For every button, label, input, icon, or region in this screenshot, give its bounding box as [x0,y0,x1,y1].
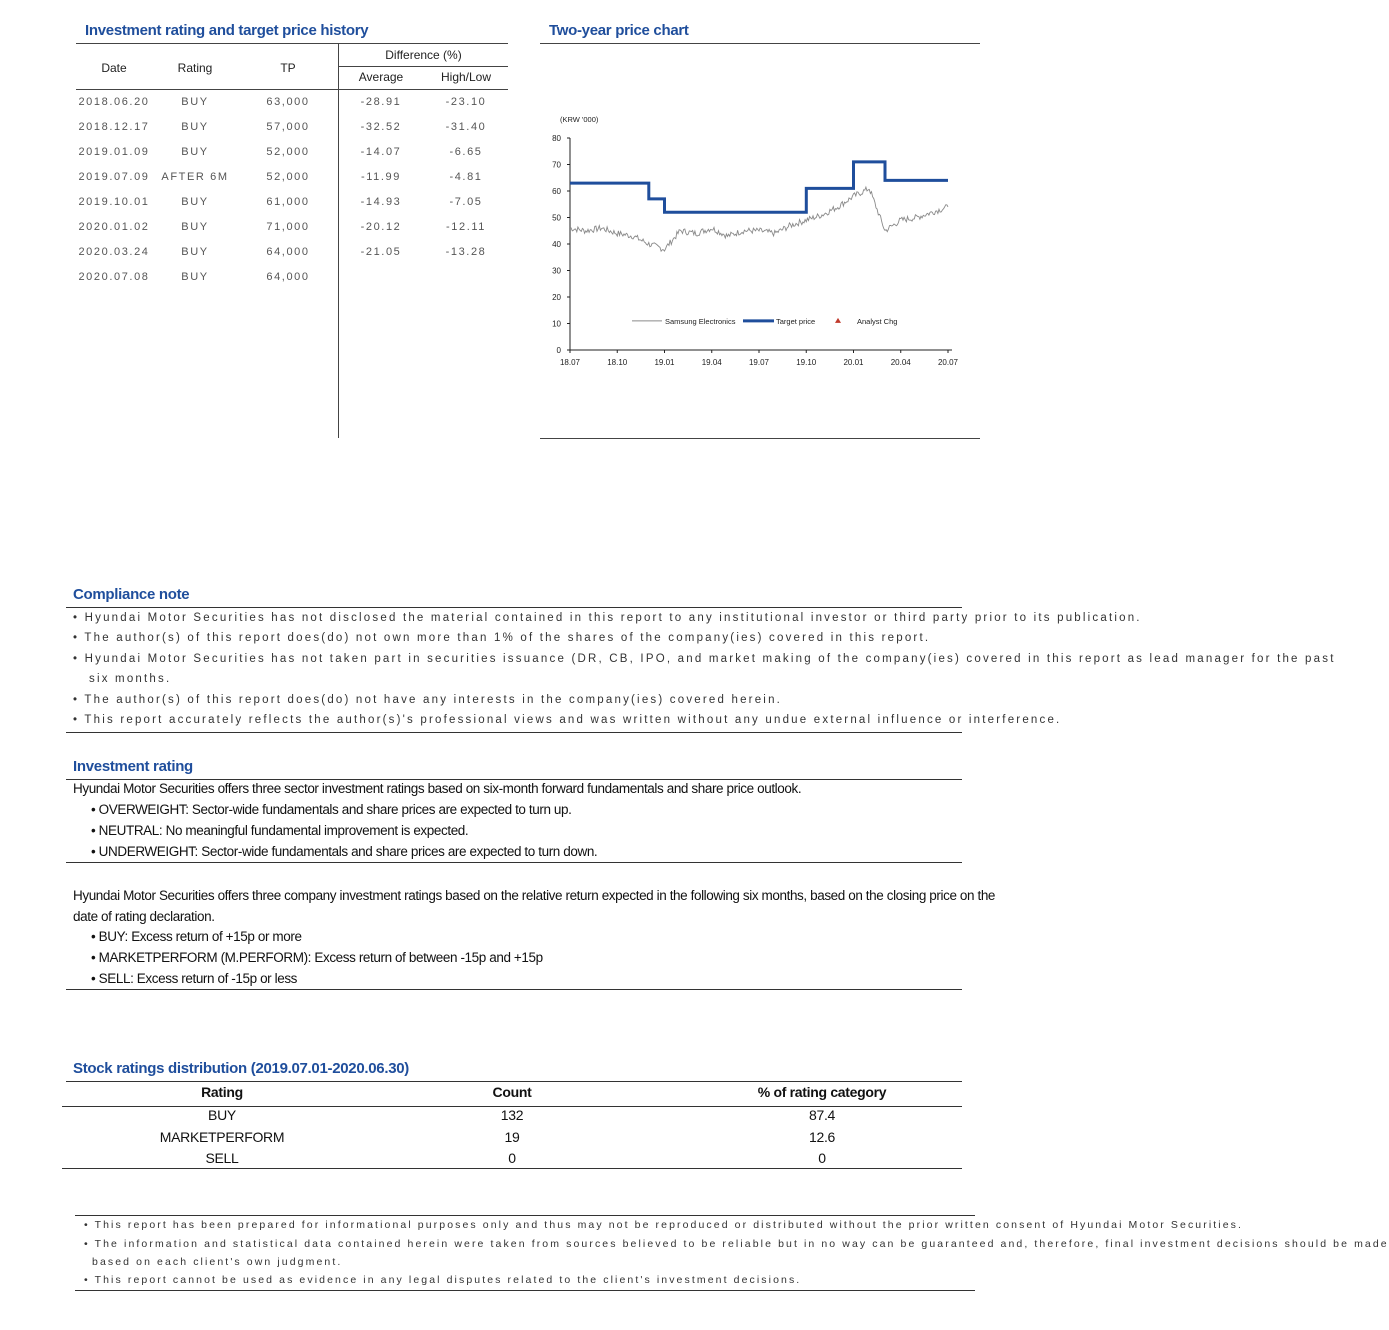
history-row [76,221,508,246]
history-title-rule [76,43,508,44]
y-tick-label: 40 [552,240,561,249]
history-title: Investment rating and target price history [85,22,369,39]
compliance-top-rule [66,607,962,608]
company-bottom-rule [66,989,962,990]
history-tp: 71,000 [266,221,310,233]
header-rule [76,89,508,90]
company-intro-2: date of rating declaration. [73,909,215,924]
target-price-line [570,162,948,212]
distribution-bottom-rule [62,1168,962,1169]
legend-analyst-label: Analyst Chg [857,316,898,326]
x-tick-label: 19.10 [796,358,817,367]
history-date: 2019.10.01 [78,196,150,208]
dist-percent: 12.6 [808,1128,836,1145]
history-highlow: -13.28 [445,246,487,258]
history-average: -32.52 [360,121,402,133]
y-tick-label: 30 [552,266,561,276]
y-tick-label: 60 [552,187,561,196]
history-rating: BUY [181,246,209,258]
history-row [76,121,508,146]
history-tp: 52,000 [266,171,310,183]
history-rating: BUY [181,221,209,233]
legend-target-label: Target price [776,316,816,326]
y-tick-label: 10 [552,319,561,329]
history-row [76,271,508,296]
history-rating: BUY [181,146,209,158]
history-rating: AFTER 6M [161,171,229,183]
footer-top-rule [75,1215,975,1216]
history-date: 2019.07.09 [78,171,150,183]
compliance-line-2: • The author(s) of this report does(do) not own more than 1% of the shares of the company(ies) covered in this report. [73,632,931,644]
history-rating: BUY [181,271,209,283]
chart-axes [552,134,958,367]
dist-count: 19 [504,1128,520,1145]
distribution-top-rule [66,1081,962,1082]
legend-analyst-icon [835,318,841,323]
dist-rating: MARKETPERFORM [159,1128,285,1145]
chart-series [570,162,948,251]
chart-unit-label: (KRW '000) [560,115,599,124]
price-chart [540,110,980,380]
x-tick-label: 18.07 [559,358,581,367]
company-marketperform: • MARKETPERFORM (M.PERFORM): Excess return of between -15p and +15p [91,950,543,965]
compliance-line-5: • This report accurately reflects the author(s)'s professional views and was written without any undue external influence or interference. [73,714,1062,726]
dist-header-percent: % of rating category [757,1084,887,1100]
x-tick-label: 19.04 [701,358,722,367]
price-line [570,187,948,251]
history-tp: 64,000 [266,246,310,258]
dist-percent: 87.4 [808,1107,836,1123]
col-difference: Difference (%) [385,48,462,62]
x-tick-label: 20.01 [843,358,864,367]
col-date: Date [101,61,127,75]
sector-underweight: • UNDERWEIGHT: Sector-wide fundamentals and share prices are expected to turn down. [91,844,598,859]
history-highlow: -23.10 [445,96,487,108]
dist-count: 132 [500,1107,524,1123]
col-highlow: High/Low [440,70,492,84]
history-row [76,171,508,196]
history-tp: 63,000 [266,96,310,108]
footer-line-2: • The information and statistical data contained herein were taken from sources believed to be reliable but in no way can be guaranteed and, therefore, final investment decisions should be made [84,1238,1389,1250]
history-average: -21.05 [360,246,402,258]
history-date: 2020.07.08 [78,271,150,283]
history-highlow: -6.65 [449,146,483,158]
x-tick-label: 19.01 [654,358,675,367]
history-highlow: -4.81 [449,171,483,183]
col-average: Average [358,70,404,84]
history-rating: BUY [181,196,209,208]
x-tick-label: 19.07 [748,358,770,367]
history-tp: 61,000 [266,196,310,208]
chart-bottom-rule [540,438,980,439]
investment-rating-title: Investment rating [73,758,193,775]
history-highlow: -12.11 [446,221,486,233]
chart-legend [632,317,897,326]
y-tick-label: 0 [556,346,561,355]
difference-rule [339,66,508,67]
col-tp: TP [280,61,296,75]
history-average: -11.99 [361,171,401,183]
y-tick-label: 20 [552,293,561,302]
compliance-line-4: • The author(s) of this report does(do) not have any interests in the company(ies) covered herein. [73,694,783,706]
company-intro-1: Hyundai Motor Securities offers three company investment ratings based on the relative return expected in the following six months, based on the closing price on the [73,888,996,903]
sector-neutral: • NEUTRAL: No meaningful fundamental improvement is expected. [91,823,469,838]
history-rating: BUY [181,96,209,108]
chart-title: Two-year price chart [549,22,689,39]
compliance-bottom-rule [66,732,962,733]
history-row [76,196,508,221]
history-date: 2020.01.02 [78,221,150,233]
chart-title-rule [540,43,980,44]
x-tick-label: 20.04 [890,358,911,367]
investment-rating-rule [66,779,962,780]
distribution-title: Stock ratings distribution (2019.07.01-2020.06.30) [73,1060,409,1077]
history-row [76,96,508,121]
x-tick-label: 20.07 [937,358,959,367]
history-average: -20.12 [360,221,402,233]
compliance-line-1: • Hyundai Motor Securities has not disclosed the material contained in this report to any institutional investor or third party prior to its publication. [73,612,1142,624]
history-date: 2019.01.09 [78,146,150,158]
dist-header-rating: Rating [201,1084,243,1100]
footer-line-1: • This report has been prepared for informational purposes only and thus may not be reproduced or distributed without the prior written consent of Hyundai Motor Securities. [84,1219,1244,1231]
y-tick-label: 70 [552,160,561,170]
history-date: 2018.12.17 [78,121,150,133]
compliance-line-3: • Hyundai Motor Securities has not taken part in securities issuance (DR, CB, IPO, and market making of the company(ies) covered in this report as lead manager for the past [73,653,1336,665]
history-highlow: -31.40 [445,121,487,133]
dist-rating: SELL [205,1150,239,1166]
compliance-title: Compliance note [73,586,190,603]
history-highlow: -7.05 [449,196,483,208]
sector-bottom-rule [66,862,962,863]
compliance-line-3-cont: six months. [89,673,172,685]
history-row [76,246,508,271]
sector-overweight: • OVERWEIGHT: Sector-wide fundamentals and share prices are expected to turn up. [91,802,572,817]
company-buy: • BUY: Excess return of +15p or more [91,929,302,944]
history-row [76,146,508,171]
sector-intro: Hyundai Motor Securities offers three sector investment ratings based on six-month forward fundamentals and share price outlook. [73,781,802,796]
history-date: 2018.06.20 [78,96,150,108]
company-sell: • SELL: Excess return of -15p or less [91,971,298,986]
x-tick-label: 18.10 [607,358,628,367]
y-tick-label: 50 [552,213,561,223]
history-rating: BUY [181,121,209,133]
history-date: 2020.03.24 [78,246,150,258]
footer-line-3: • This report cannot be used as evidence in any legal disputes related to the client's investment decisions. [84,1274,802,1286]
footer-bottom-rule [75,1290,975,1291]
history-tp: 52,000 [266,146,310,158]
history-tp: 57,000 [266,121,310,133]
footer-line-2-cont: based on each client's own judgment. [92,1256,343,1268]
history-average: -28.91 [360,96,402,108]
history-average: -14.93 [360,196,402,208]
dist-rating: BUY [208,1107,236,1123]
dist-header-count: Count [492,1084,532,1100]
history-tp: 64,000 [266,271,310,283]
dist-percent: 0 [818,1150,826,1166]
col-rating: Rating [177,61,213,75]
y-tick-label: 80 [552,134,561,143]
history-average: -14.07 [360,146,402,158]
legend-price-label: Samsung Electronics [665,316,736,326]
dist-count: 0 [508,1150,516,1166]
